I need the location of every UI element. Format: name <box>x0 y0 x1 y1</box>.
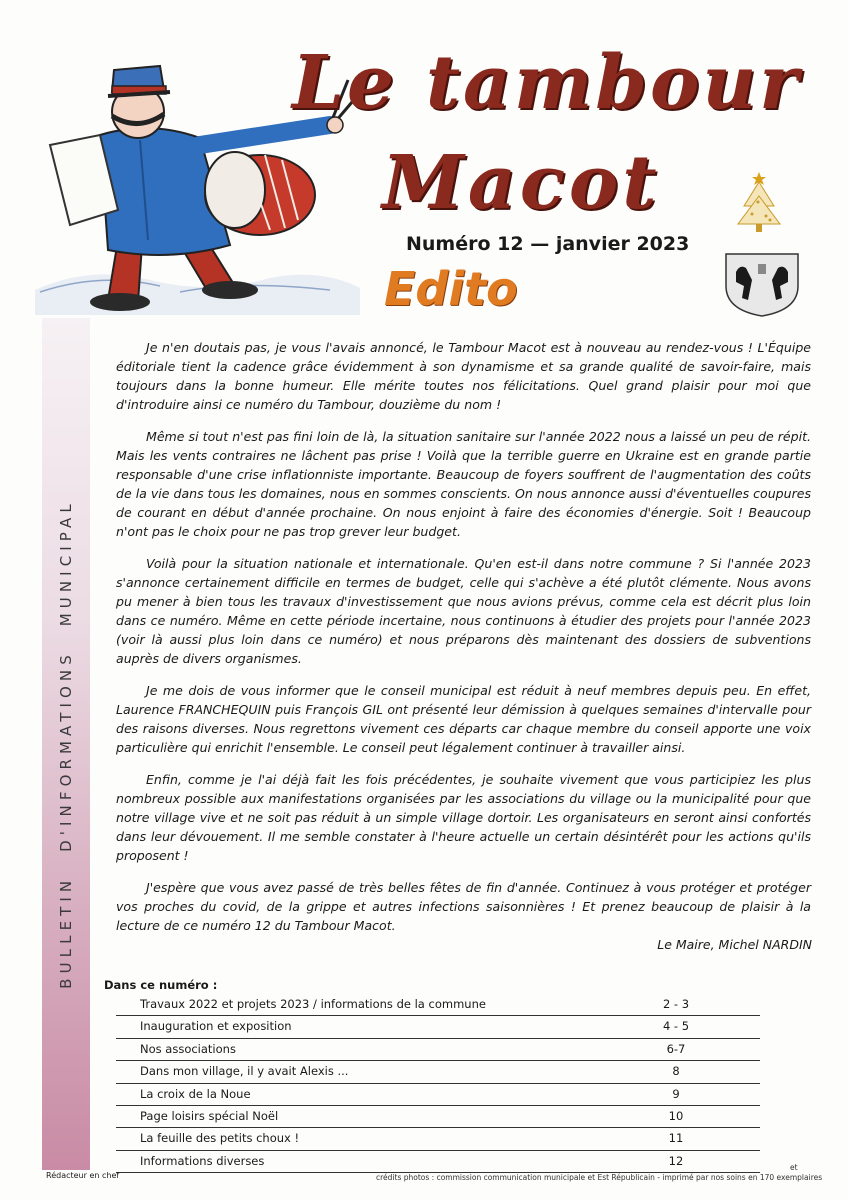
toc-row <box>116 1084 760 1106</box>
toc-item-page: 11 <box>668 1131 684 1146</box>
toc-item-label: Page loisirs spécial Noël <box>140 1108 279 1123</box>
edito-paragraph: Je n'en doutais pas, je vous l'avais annoncé, le Tambour Macot est à nouveau au rendez-vous ! L'Équipe éditoriale tient la cadence grâce évidemment à son dynamisme et sa grande qualité de savoir-faire, mais toujours dans la bonne humeur. Elle mérite toutes nos félicitations. Quel grand plaisir pour moi que d'introduire ainsi ce numéro du Tambour, douzième du nom ! <box>116 340 811 412</box>
toc-item-page: 10 <box>668 1108 684 1123</box>
issue-line: Numéro 12 — janvier 2023 <box>406 233 690 255</box>
toc-row <box>116 1151 760 1173</box>
table-of-contents <box>116 994 760 1173</box>
footer-editor-credit: Rédacteur en chef <box>46 1171 120 1180</box>
toc-item-label: La croix de la Noue <box>140 1086 251 1101</box>
footer-photo-credits: crédits photos : commission communication municipale et Est Républicain - imprimé par nos soins en 170 exemplaires <box>376 1173 823 1182</box>
edito-paragraph: J'espère que vous avez passé de très belles fêtes de fin d'année. Continuez à vous protéger et protéger vos proches du covid, de la grippe et autres infections saisonnières ! Et prenez beaucoup de plaisir à la lecture de ce numéro 12 du Tambour Macot. <box>116 880 811 933</box>
toc-item-label: Inauguration et exposition <box>140 1019 292 1034</box>
toc-item-page: 12 <box>668 1153 684 1168</box>
toc-item-label: Dans mon village, il y avait Alexis ... <box>140 1064 349 1079</box>
edito-paragraph: Voilà pour la situation nationale et internationale. Qu'en est-il dans notre commune ? Si l'année 2023 s'annonce certainement difficile en termes de budget, celle qui s'achève a été plutôt clémente. Nous avons pu mener à bien tous les travaux d'investissement que nous avions prévus, comme cela est décrit plus loin dans ce numéro. Même en cette période incertaine, nous continuons à étudier des projets pour l'année 2023 (voir là aussi plus loin dans ce numéro) et nous préparons dès maintenant des dossiers de subventions auprès de divers organismes. <box>116 556 811 666</box>
toc-row <box>116 1106 760 1128</box>
toc-item-label: Nos associations <box>140 1041 236 1056</box>
toc-row <box>116 994 760 1016</box>
edito-body <box>116 338 811 948</box>
edito-paragraph: Enfin, comme je l'ai déjà fait les fois précédentes, je souhaite vivement que vous participiez les plus nombreux possible aux manifestations organisées par les associations du village ou la municipalité pour que notre village vive et ne soit pas réduit à un simple village dortoir. Les organisateurs en seront ainsi confortés dans leur dévouement. Il me semble constater à l'heure actuelle un certain désintérêt pour les actions qu'ils proposent ! <box>116 772 811 863</box>
toc-row <box>116 1039 760 1061</box>
edito-paragraph: Même si tout n'est pas fini loin de là, la situation sanitaire sur l'année 2022 nous a laissé un peu de répit. Mais les vents contraires ne lâchent pas prise ! Voilà que la terrible guerre en Ukraine est en grande partie responsable d'une crise inflationniste importante. Beaucoup de foyers souffrent de l'augmentation des coûts de la vie dans tous les domaines, nous en sommes conscients. On nous annonce aussi d'éventuelles coupures de courant en début d'année prochaine. On nous enjoint à faire des économies d'énergie. Soit ! Beaucoup n'ont pas le choix pour ne pas trop grever leur budget. <box>116 429 811 539</box>
side-band-label: BULLETIN D'INFORMATIONS MUNICIPAL <box>57 499 75 989</box>
signature: Le Maire, Michel NARDIN <box>657 937 812 952</box>
toc-item-label: Informations diverses <box>140 1153 265 1168</box>
toc-item-page: 6-7 <box>666 1041 686 1056</box>
toc-item-page: 9 <box>672 1086 680 1101</box>
toc-item-label: La feuille des petits choux ! <box>140 1131 300 1146</box>
toc-item-page: 4 - 5 <box>662 1019 690 1034</box>
side-band-label-wrap <box>42 318 90 1170</box>
coat-of-arms-shield <box>722 250 802 318</box>
toc-heading: Dans ce numéro : <box>104 978 218 992</box>
edito-paragraph: Je me dois de vous informer que le conseil municipal est réduit à neuf membres depuis peu. En effet, Laurence FRANCHEQUIN puis François GIL ont présenté leur démission à quelques semaines d'intervalle pour des raisons diverses. Nous regrettons vivement ces départs car chaque membre du conseil apporte une voix particulière qui enrichit l'ensemble. Le conseil peut légalement continuer à travailler ainsi. <box>116 683 811 755</box>
christmas-tree-icon <box>730 168 788 240</box>
footer-et: et <box>790 1163 798 1172</box>
title-line-2: Macot <box>382 140 661 226</box>
toc-row <box>116 1128 760 1150</box>
toc-row <box>116 1016 760 1038</box>
edito-heading: Edito <box>384 262 518 316</box>
toc-item-label: Travaux 2022 et projets 2023 / informations de la commune <box>140 997 486 1011</box>
toc-row <box>116 1061 760 1083</box>
title-line-1: Le tambour <box>292 40 802 126</box>
toc-item-page: 8 <box>672 1064 680 1079</box>
toc-item-page: 2 - 3 <box>662 997 690 1011</box>
